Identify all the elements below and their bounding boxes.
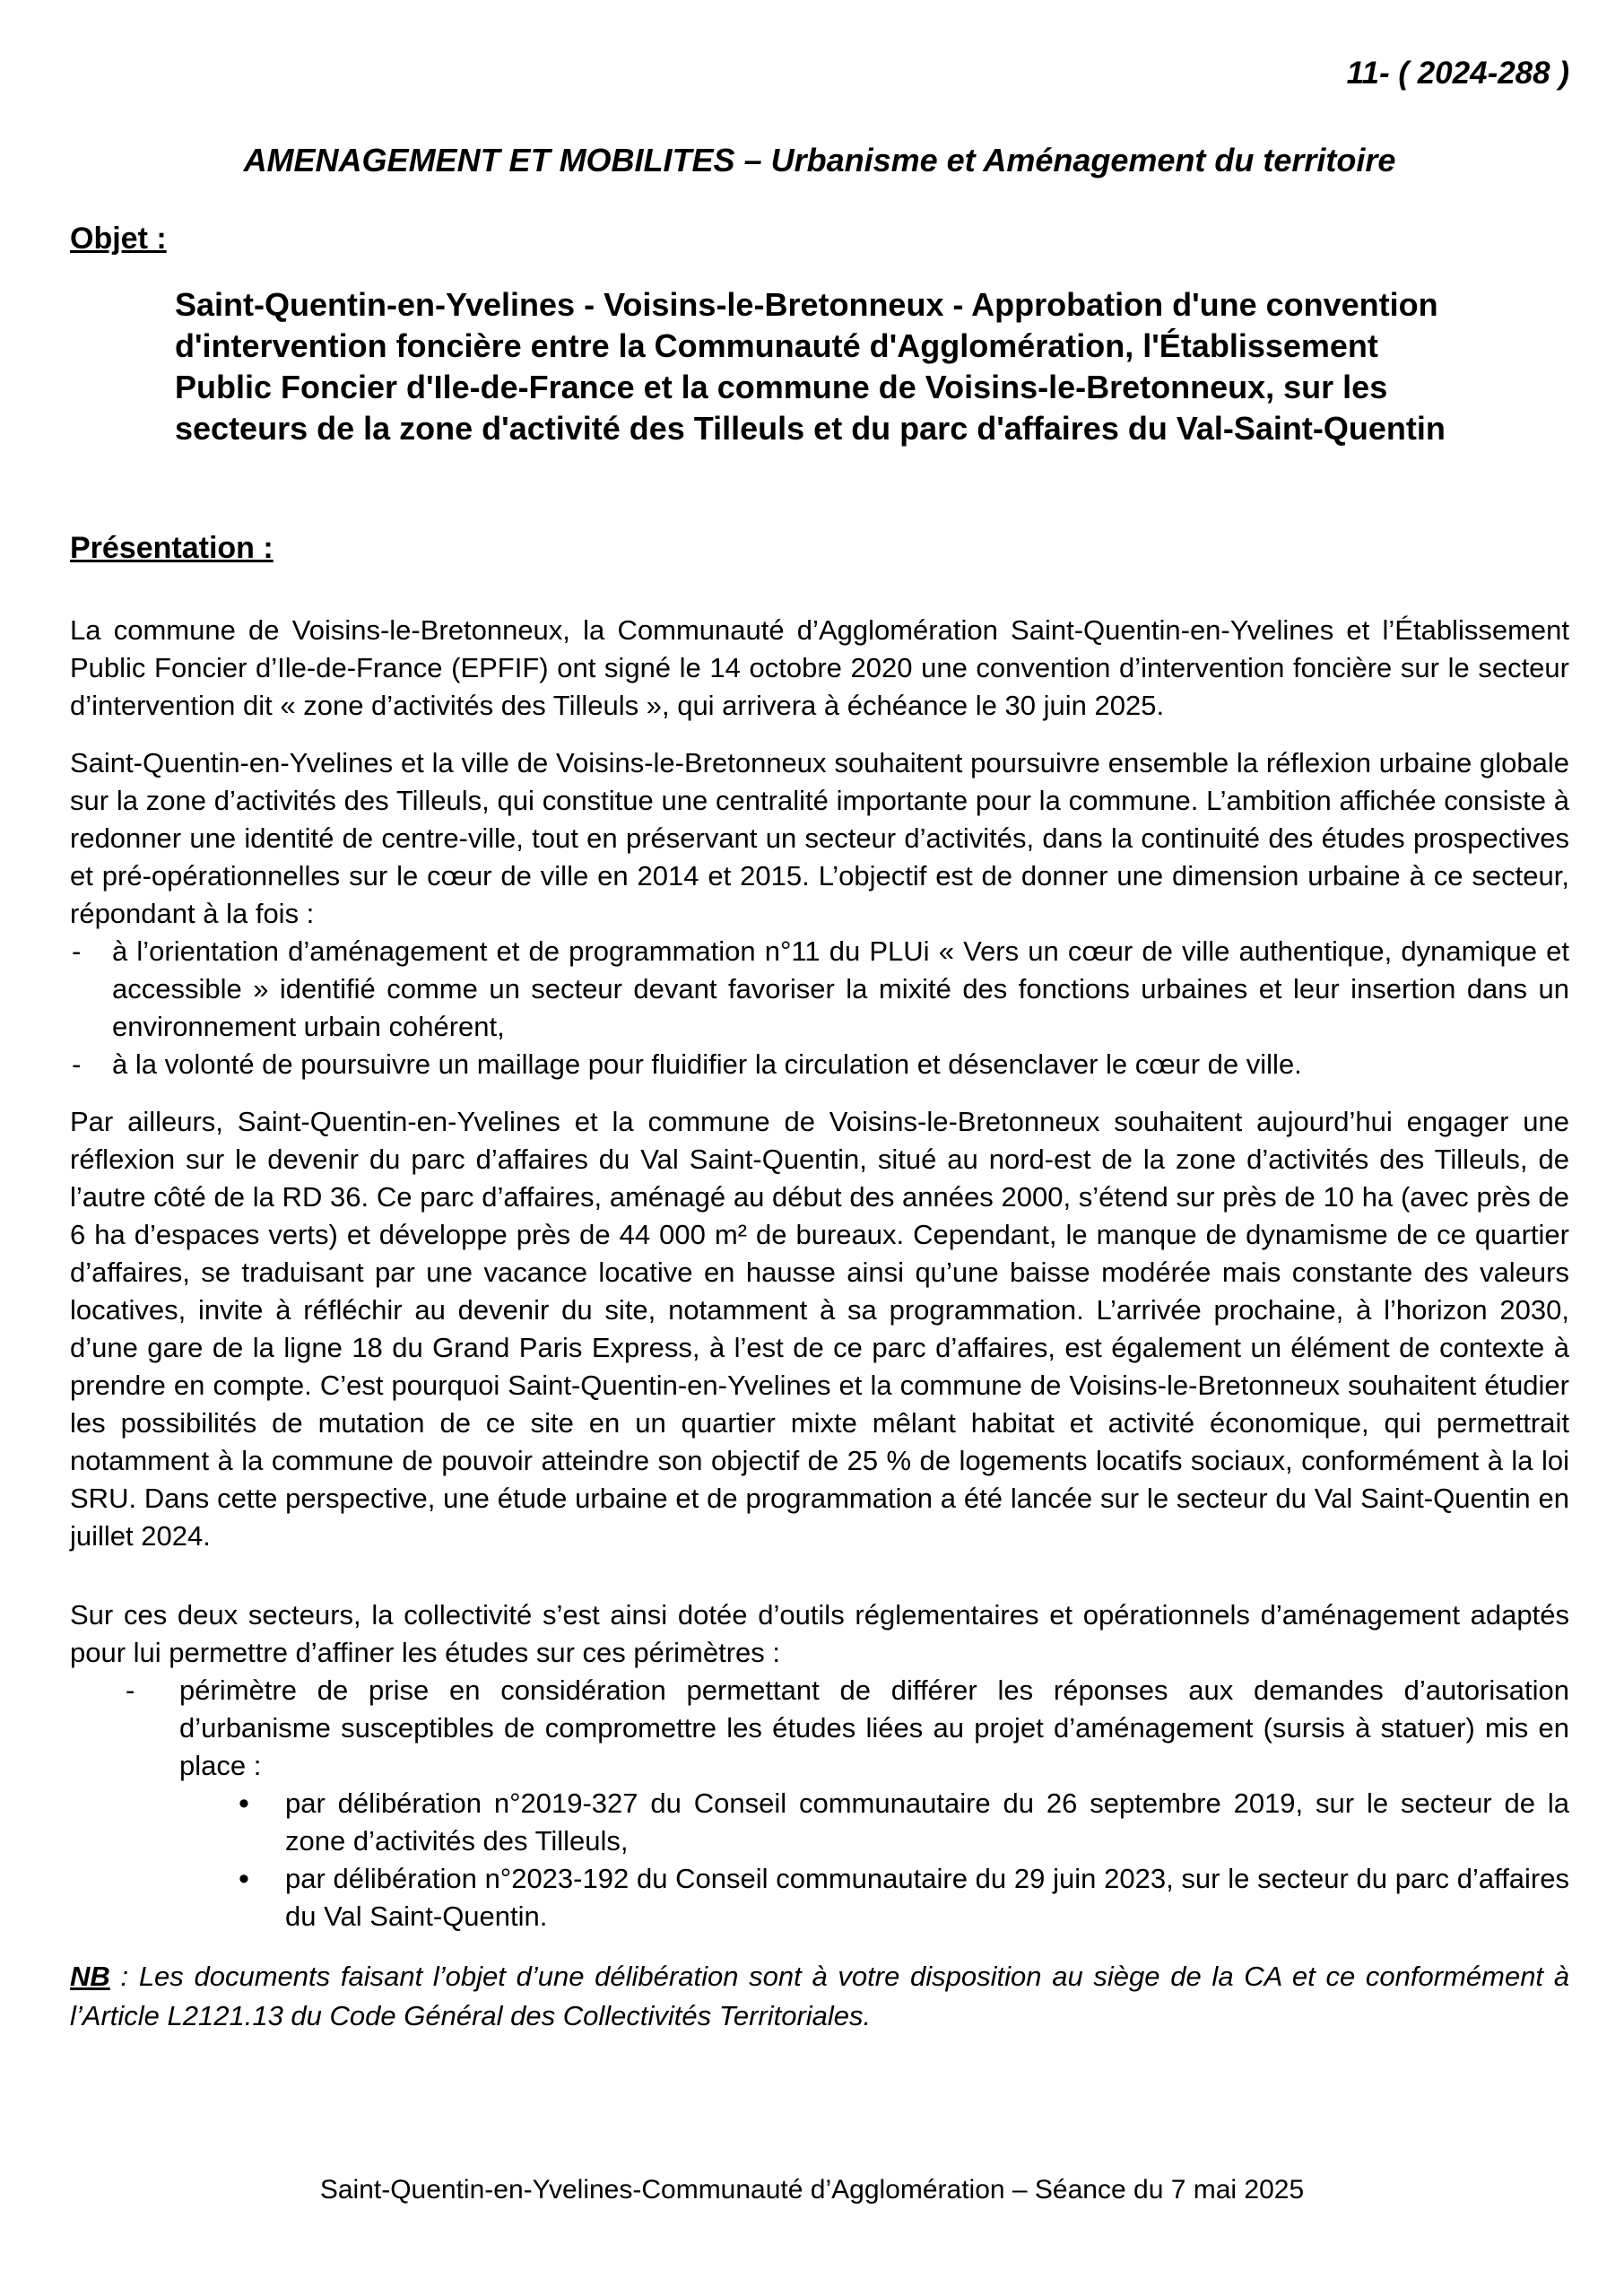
dash-list-perimetre — [70, 1672, 1569, 1785]
paragraph-convention: La commune de Voisins-le-Bretonneux, la Communauté d’Agglomération Saint-Quentin-en-Yvelines et l’Établissement Public Foncier d’Ile-de-France (EPFIF) ont signé le 14 octobre 2020 une convention d’intervention foncière sur le secteur d’intervention dit « zone d’activités des Tilleuls », qui arrivera à échéance le 30 juin 2025. — [70, 614, 1569, 722]
nb-text: : Les documents faisant l’objet d’une délibération sont à votre disposition au siège de la CA et ce conformément à l’Article L2121.13 du Code Général des Collectivités Territoriales. — [70, 1961, 1569, 2032]
list-item: - à l’orientation d’aménagement et de programmation n°11 du PLUi « Vers un cœur de ville authentique, dynamique et accessible » identifié comme un secteur devant favoriser la mixité des fonctions urbaines et leur insertion dans un environnement urbain cohérent, — [70, 933, 1569, 1046]
nb-label: NB — [70, 1961, 110, 1993]
bullet-list-deliberations — [70, 1785, 1569, 1935]
doc-title: AMENAGEMENT ET MOBILITES – Urbanisme et Aménagement du territoire — [243, 142, 1396, 179]
list-item: - périmètre de prise en considération permettant de différer les réponses aux demandes d’autorisation d’urbanisme susceptibles de compromettre les études liées au projet d’aménagement (sursis à statuer) mis en place : — [70, 1672, 1569, 1785]
dash-list-objectifs — [70, 933, 1569, 1083]
objet-text: Saint-Quentin-en-Yvelines - Voisins-le-Bretonneux - Approbation d'une convention d'intervention foncière entre la Communauté d'Agglomération, l'Établissement Public Foncier d'Ile-de-France et la commune de Voisins-le-Bretonneux, sur les secteurs de la zone d'activité des Tilleuls et du parc d'affaires du Val-Saint-Quentin — [175, 286, 1446, 448]
doc-reference-number: 11- ( 2024-288 ) — [1346, 56, 1569, 91]
list-item: - à la volonté de poursuivre un maillage pour fluidifier la circulation et désenclaver le cœur de ville. — [70, 1046, 1569, 1083]
nb-note — [70, 1957, 1569, 2036]
objet-label: Objet : — [70, 222, 167, 257]
paragraph-val-saint-quentin: Par ailleurs, Saint-Quentin-en-Yvelines et la commune de Voisins-le-Bretonneux souhaitent aujourd’hui engager une réflexion sur le devenir du parc d’affaires du Val Saint-Quentin, situé au nord-est de la zone d’activités des Tilleuls, de l’autre côté de la RD 36. Ce parc d’affaires, aménagé au début des années 2000, s’étend sur près de 10 ha (avec près de 6 ha d’espaces verts) et développe près de 44 000 m² de bureaux. Cependant, le manque de dynamisme de ce quartier d’affaires, se traduisant par une vacance locative en hausse ainsi qu’une baisse modérée mais constante des valeurs locatives, invite à réfléchir au devenir du site, notamment à sa programmation. L’arrivée prochaine, à l’horizon 2030, d’une gare de la ligne 18 du Grand Paris Express, à l’est de ce parc d’affaires, est également un élément de contexte à prendre en compte. C’est pourquoi Saint-Quentin-en-Yvelines et la commune de Voisins-le-Bretonneux souhaitent étudier les possibilités de mutation de ce site en un quartier mixte mêlant habitat et activité économique, qui permettrait notamment à la commune de pouvoir atteindre son objectif de 25 % de logements locatifs sociaux, conformément à la loi SRU. Dans cette perspective, une étude urbaine et de programmation a été lancée sur le secteur du Val Saint-Quentin en juillet 2024. — [70, 1106, 1569, 1552]
paragraph-outils-reglementaires: Sur ces deux secteurs, la collectivité s’est ainsi dotée d’outils réglementaires et opérationnels d’aménagement adaptés pour lui permettre d’affiner les études sur ces périmètres : — [70, 1599, 1569, 1669]
presentation-label: Présentation : — [70, 531, 274, 566]
page-footer: Saint-Quentin-en-Yvelines-Communauté d’Agglomération – Séance du 7 mai 2025 — [319, 2175, 1305, 2205]
list-item: • par délibération n°2023-192 du Conseil communautaire du 29 juin 2023, sur le secteur du parc d’affaires du Val Saint-Quentin. — [70, 1860, 1569, 1935]
paragraph-reflexion-urbaine: Saint-Quentin-en-Yvelines et la ville de Voisins-le-Bretonneux souhaitent poursuivre ensemble la réflexion urbaine globale sur la zone d’activités des Tilleuls, qui constitue une centralité importante pour la commune. L’ambition affichée consiste à redonner une identité de centre-ville, tout en préservant un secteur d’activités, dans la continuité des études prospectives et pré-opérationnelles sur le cœur de ville en 2014 et 2015. L’objectif est de donner une dimension urbaine à ce secteur, répondant à la fois : — [70, 747, 1569, 930]
list-item: • par délibération n°2019-327 du Conseil communautaire du 26 septembre 2019, sur le secteur de la zone d’activités des Tilleuls, — [70, 1785, 1569, 1860]
